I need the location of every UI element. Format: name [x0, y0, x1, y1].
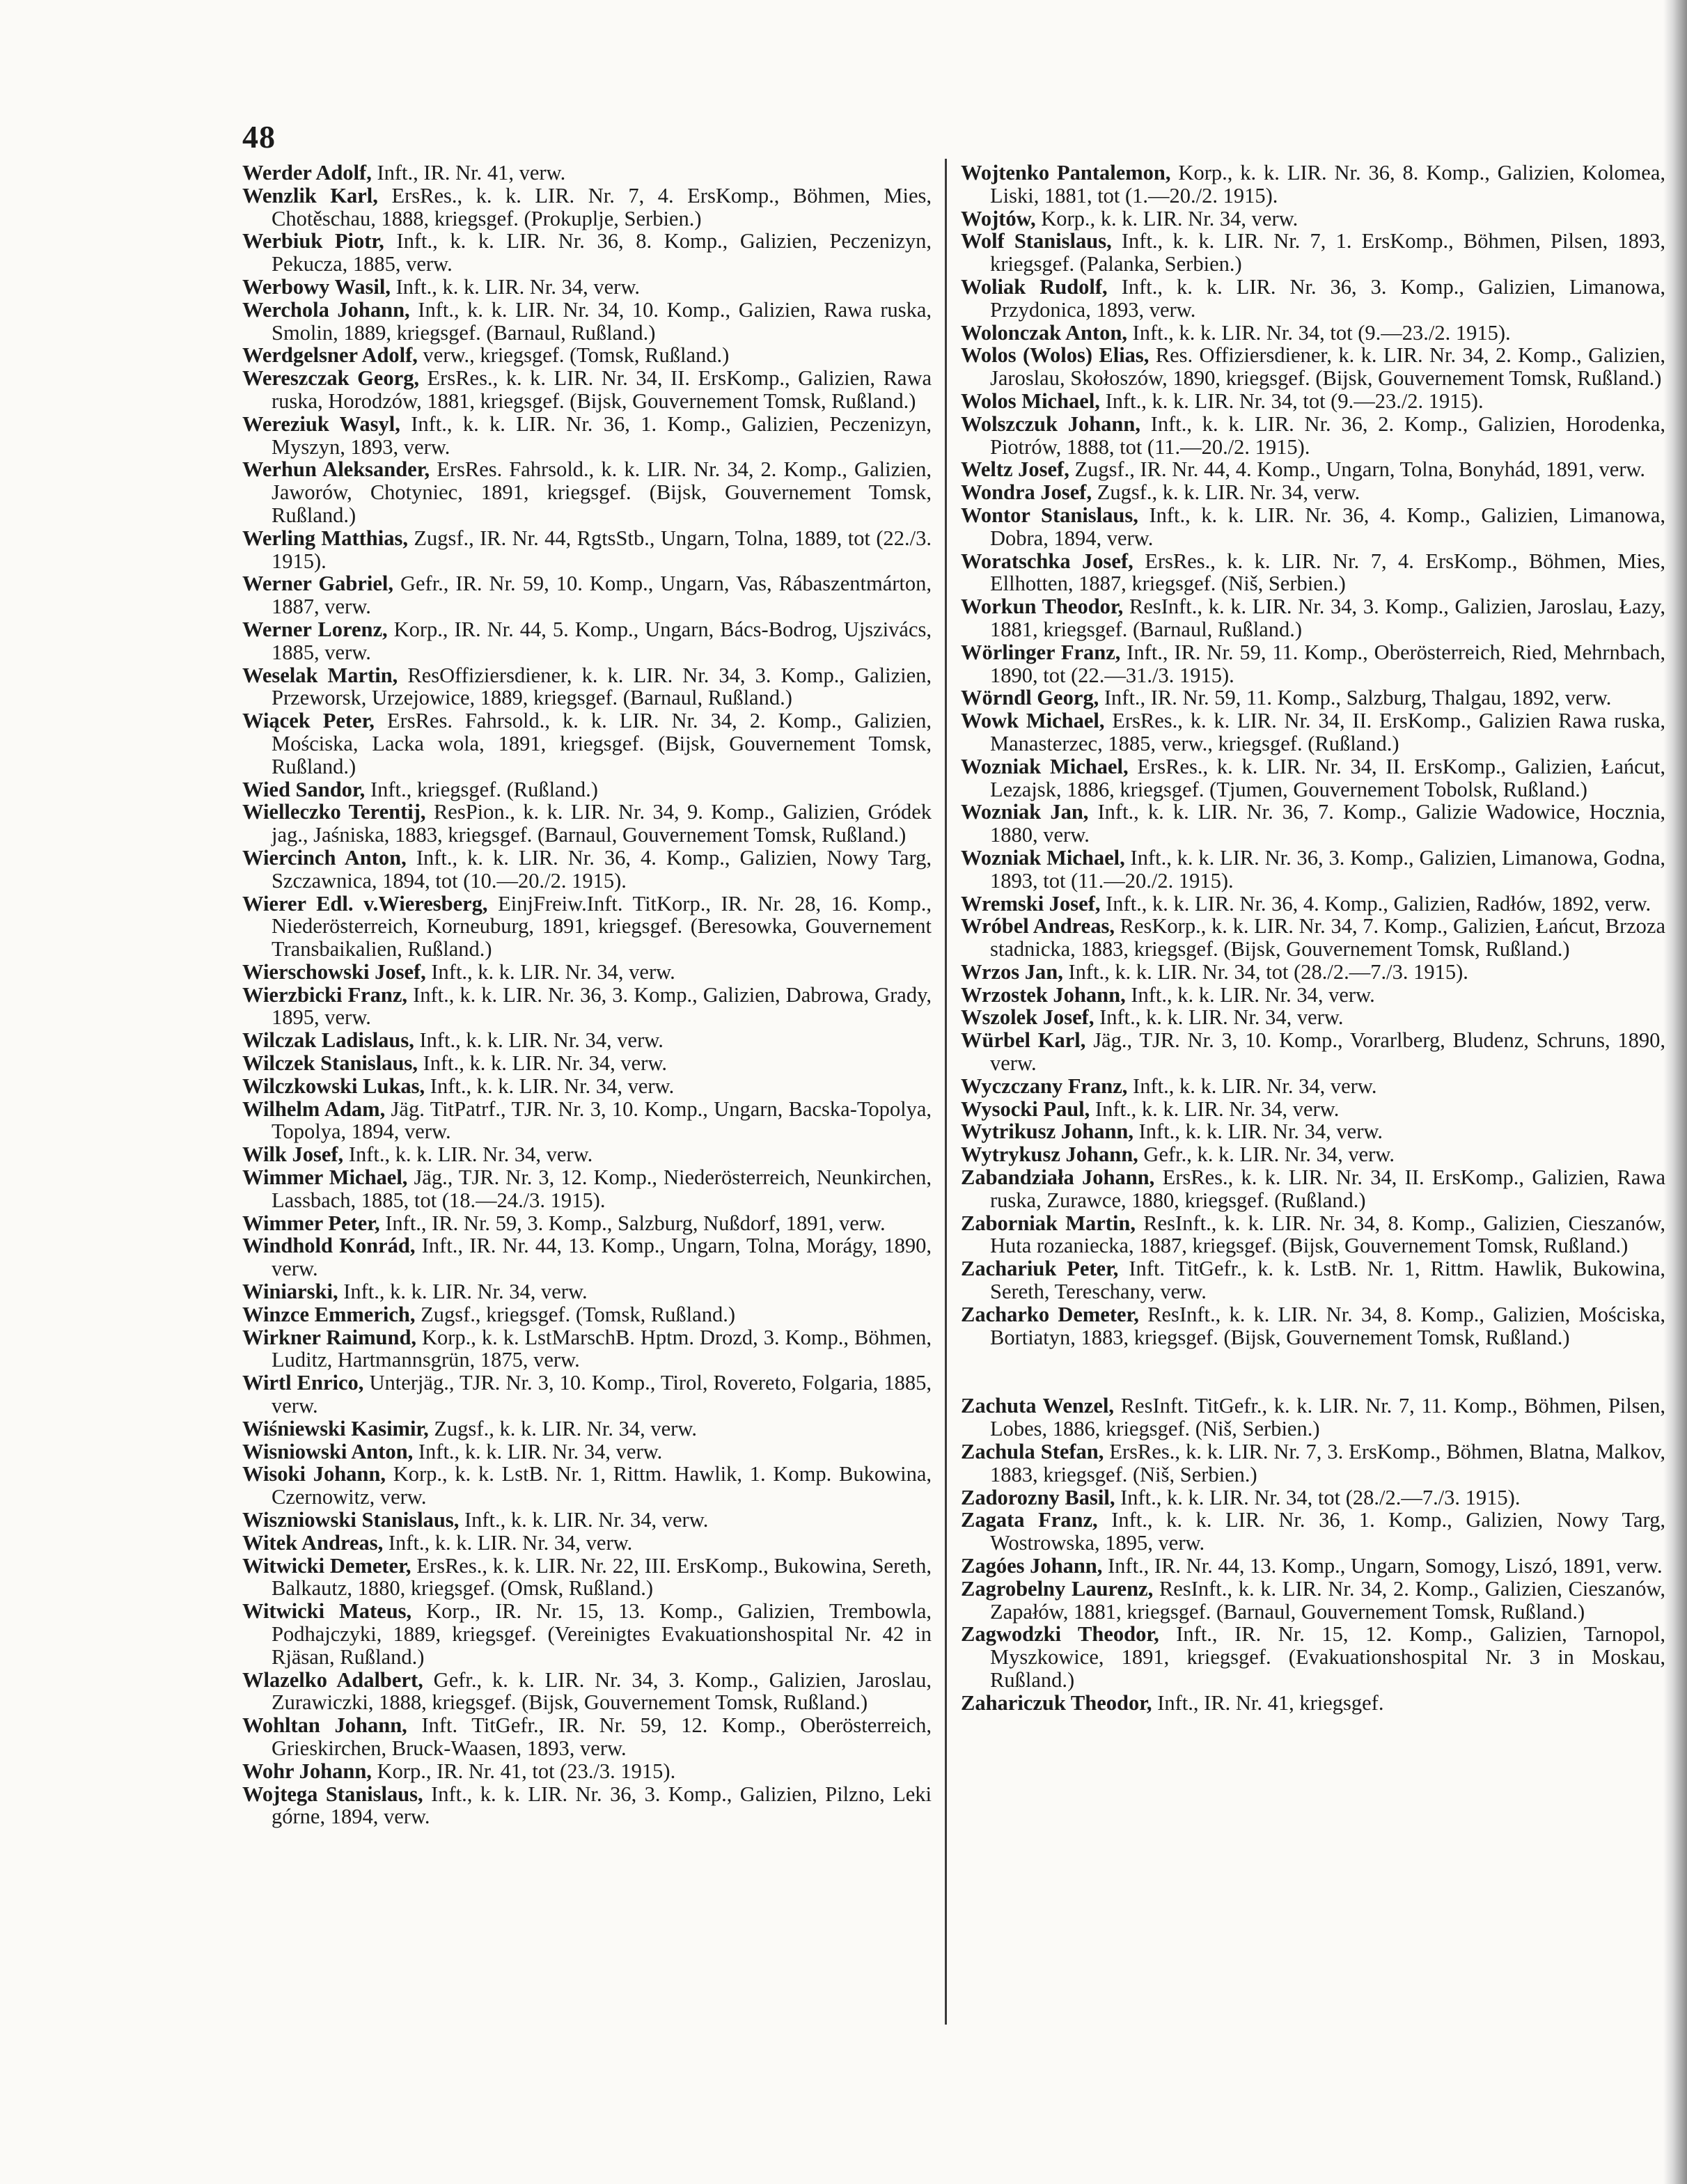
list-entry	[961, 915, 1665, 961]
list-entry	[242, 1600, 932, 1668]
list-entry	[961, 481, 1665, 504]
list-entry	[242, 961, 932, 984]
entry-details: Inft., k. k. LIR. Nr. 34, tot (9.—23./2. 1915).	[1105, 388, 1484, 413]
entry-name: Zachuta Wenzel,	[961, 1394, 1115, 1418]
entry-details: Inft., k. k. LIR. Nr. 36, 3. Komp., Galizien, Limanowa, Przydonica, 1893, verw.	[990, 274, 1666, 322]
entry-name: Zagwodzki Theodor,	[961, 1622, 1159, 1647]
entry-details: Zugsf., k. k. LIR. Nr. 34, verw.	[434, 1416, 697, 1440]
list-entry	[242, 1212, 932, 1235]
entry-details: Inft., k. k. LIR. Nr. 34, verw.	[395, 274, 641, 299]
page-edge-shadow	[1663, 0, 1687, 2184]
entry-details: Inft., k. k. LIR. Nr. 7, 1. ErsKomp., Böhmen, Pilsen, 1893, kriegsgef. (Palanka, Serbien.)	[990, 229, 1666, 276]
list-entry	[242, 1417, 932, 1440]
entry-name: Wimmer Michael,	[242, 1165, 408, 1190]
list-entry	[242, 1783, 932, 1829]
entry-name: Wróbel Andreas,	[961, 914, 1115, 938]
entry-details: Inft., IR. Nr. 44, 13. Komp., Ungarn, Tolna, Morágy, 1890, verw.	[272, 1234, 932, 1281]
entry-name: Wozniak Michael,	[961, 754, 1129, 778]
list-entry	[242, 709, 932, 778]
entry-details: Zugsf., kriegsgef. (Tomsk, Rußland.)	[421, 1302, 735, 1326]
entry-name: Wiercinch Anton,	[242, 845, 407, 870]
entry-details: ErsRes., k. k. LIR. Nr. 7, 3. ErsKomp., Böhmen, Blatna, Malkov, 1883, kriegsgef. (Niš, Serbien.)	[990, 1440, 1665, 1486]
list-entry	[242, 1532, 932, 1555]
list-entry	[961, 413, 1665, 459]
entry-name: Wierer Edl. v.Wieresberg,	[242, 891, 488, 916]
entry-details: Inft., k. k. LIR. Nr. 36, 8. Komp., Galizien, Peczenizyn, Pekucza, 1885, verw.	[272, 229, 932, 276]
entry-details: ErsRes., k. k. LIR. Nr. 7, 4. ErsKomp., Böhmen, Mies, Ellhotten, 1887, kriegsgef. (Niš, Serbien.)	[990, 549, 1665, 596]
list-entry	[242, 1714, 932, 1760]
entry-details: Zugsf., IR. Nr. 44, RgtsStb., Ungarn, Tolna, 1889, tot (22./3. 1915).	[272, 526, 932, 573]
entry-details: ResInft., k. k. LIR. Nr. 34, 3. Komp., Galizien, Jaroslau, Łazy, 1881, kriegsgef. (Barnaul, Rußland.)	[990, 595, 1666, 641]
list-entry	[242, 893, 932, 961]
entry-name: Wierschowski Josef,	[242, 959, 426, 984]
entry-details: ResOffiziersdiener, k. k. LIR. Nr. 34, 3. Komp., Galizien, Przeworsk, Urzejowice, 1889, kriegsgef. (Barnaul, Rußland.)	[272, 663, 932, 710]
list-entry	[961, 755, 1665, 801]
left-column	[242, 162, 932, 1828]
entry-details: ResInft., k. k. LIR. Nr. 34, 8. Komp., Galizien, Cieszanów, Huta rozaniecka, 1887, kriegsgef. (Bijsk, Gouvernement Tomsk, Rußland.)	[990, 1211, 1666, 1258]
list-entry	[242, 1669, 932, 1715]
list-entry	[961, 1120, 1665, 1143]
list-entry	[961, 1509, 1665, 1555]
entry-name: Wilczek Stanislaus,	[242, 1051, 418, 1076]
entry-details: ErsRes., k. k. LIR. Nr. 34, II. ErsKomp., Galizien, Rawa ruska, Horodzów, 1881, kriegsgef. (Bijsk, Gouvernement Tomsk, Rußland.)	[272, 366, 932, 413]
page-number: 48	[242, 119, 276, 155]
entry-details: ErsRes., k. k. LIR. Nr. 7, 4. ErsKomp., Böhmen, Mies, Chotěschau, 1888, kriegsgef. (Prokuplje, Serbien.)	[272, 183, 932, 230]
entry-name: Würbel Karl,	[961, 1028, 1086, 1053]
entry-name: Winiarski,	[242, 1280, 338, 1304]
entry-name: Wozniak Jan,	[961, 800, 1089, 824]
entry-name: Wilk Josef,	[242, 1142, 344, 1167]
list-entry	[961, 1257, 1665, 1303]
entry-name: Workun Theodor,	[961, 595, 1124, 619]
list-entry	[961, 1143, 1665, 1166]
entry-name: Woliak Rudolf,	[961, 274, 1108, 299]
list-entry	[242, 276, 932, 299]
entry-name: Wereziuk Wasyl,	[242, 411, 400, 436]
entry-name: Werner Lorenz,	[242, 617, 388, 641]
entry-details: Inft., k. k. LIR. Nr. 36, 1. Komp., Galizien, Nowy Targ, Wostrowska, 1895, verw.	[990, 1508, 1666, 1555]
list-entry	[961, 1098, 1665, 1121]
entry-name: Wlazelko Adalbert,	[242, 1667, 423, 1692]
list-entry	[242, 847, 932, 893]
entry-details: Inft., k. k. LIR. Nr. 34, verw.	[431, 959, 675, 984]
list-entry	[242, 1166, 932, 1212]
entry-details: Korp., k. k. LstB. Nr. 1, Rittm. Hawlik, 1. Komp. Bukowina, Czernowitz, verw.	[272, 1462, 932, 1509]
entry-name: Zachula Stefan,	[961, 1440, 1104, 1464]
entry-details: Inft., k. k. LIR. Nr. 34, verw.	[423, 1051, 667, 1076]
list-entry	[961, 230, 1665, 276]
list-entry	[961, 641, 1665, 687]
entry-details: Korp., k. k. LstMarschB. Hptm. Drozd, 3. Komp., Böhmen, Luditz, Hartmannsgrün, 1875, verw.	[272, 1325, 932, 1372]
entry-details: Inft., IR. Nr. 44, 13. Komp., Ungarn, Somogy, Liszó, 1891, verw.	[1108, 1554, 1663, 1578]
entry-name: Zahariczuk Theodor,	[961, 1690, 1152, 1715]
list-entry	[961, 1692, 1665, 1715]
entry-details: Inft., k. k. LIR. Nr. 34, verw.	[464, 1508, 709, 1532]
column-divider	[945, 159, 947, 2025]
list-entry	[961, 1486, 1665, 1509]
entry-name: Witwicki Demeter,	[242, 1553, 411, 1578]
list-entry	[961, 344, 1665, 390]
list-entry	[961, 1029, 1665, 1075]
list-entry	[242, 344, 932, 367]
entry-name: Wilczak Ladislaus,	[242, 1028, 414, 1053]
entry-name: Werdgelsner Adolf,	[242, 343, 418, 368]
entry-name: Wolszczuk Johann,	[961, 411, 1140, 436]
list-entry	[242, 527, 932, 573]
entry-details: Inft., k. k. LIR. Nr. 36, 1. Komp., Galizien, Peczenizyn, Myszyn, 1893, verw.	[272, 411, 932, 459]
entry-details: Inft., k. k. LIR. Nr. 36, 3. Komp., Galizien, Limanowa, Godna, 1893, tot (11.—20./2. 1915).	[990, 845, 1665, 893]
entry-name: Weselak Martin,	[242, 663, 398, 687]
entry-details: Korp., IR. Nr. 44, 5. Komp., Ungarn, Bács-Bodrog, Ujszivács, 1885, verw.	[272, 617, 932, 664]
list-entry	[961, 207, 1665, 230]
list-entry	[242, 1509, 932, 1532]
entry-name: Wohltan Johann,	[242, 1713, 407, 1738]
list-entry	[242, 1029, 932, 1052]
entry-details: Inft., k. k. LIR. Nr. 36, 4. Komp., Galizien, Radłów, 1892, verw.	[1106, 891, 1651, 916]
list-entry	[242, 1280, 932, 1303]
entry-details: ErsRes., k. k. LIR. Nr. 34, II. ErsKomp., Galizien, Rawa ruska, Zurawce, 1880, kriegsgef. (Rußland.)	[990, 1165, 1666, 1212]
entry-name: Wysocki Paul,	[961, 1097, 1090, 1121]
entry-details: verw., kriegsgef. (Tomsk, Rußland.)	[423, 343, 730, 368]
list-entry	[961, 1166, 1665, 1212]
list-entry	[961, 504, 1665, 550]
entry-name: Wolonczak Anton,	[961, 320, 1127, 345]
entry-details: Inft., k. k. LIR. Nr. 34, verw.	[388, 1530, 633, 1555]
entry-name: Werbiuk Piotr,	[242, 229, 384, 253]
list-entry	[961, 322, 1665, 345]
list-entry	[242, 1326, 932, 1372]
entry-details: Inft., IR. Nr. 59, 11. Komp., Oberösterreich, Ried, Mehrnbach, 1890, tot (22.—31./3. 1915).	[990, 640, 1665, 687]
entry-name: Zacharko Demeter,	[961, 1302, 1139, 1326]
entry-name: Werbowy Wasil,	[242, 274, 391, 299]
entry-details: ResInft., k. k. LIR. Nr. 34, 2. Komp., Galizien, Cieszanów, Zapałów, 1881, kriegsgef. (Barnaul, Gouvernement Tomsk, Rußland.)	[990, 1576, 1666, 1624]
list-entry	[242, 184, 932, 230]
list-entry	[242, 299, 932, 345]
entry-name: Werling Matthias,	[242, 526, 408, 550]
list-entry	[242, 367, 932, 413]
entry-details: Inft., k. k. LIR. Nr. 34, verw.	[1138, 1120, 1383, 1144]
entry-name: Wytrikusz Johann,	[961, 1120, 1134, 1144]
entry-name: Wörndl Georg,	[961, 686, 1099, 710]
list-entry	[242, 1052, 932, 1075]
entry-name: Zagóes Johann,	[961, 1554, 1103, 1578]
list-entry	[242, 230, 932, 276]
entry-details: Inft., k. k. LIR. Nr. 34, verw.	[343, 1280, 588, 1304]
entry-name: Witek Andreas,	[242, 1530, 384, 1555]
entry-name: Wohr Johann,	[242, 1759, 372, 1783]
list-entry	[242, 778, 932, 801]
list-entry	[961, 984, 1665, 1007]
entry-details: Inft., k. k. LIR. Nr. 36, 2. Komp., Galizien, Horodenka, Piotrów, 1888, tot (11.—20./2. 1915).	[990, 411, 1665, 459]
list-entry	[961, 847, 1665, 893]
entry-name: Wimmer Peter,	[242, 1211, 380, 1235]
entry-name: Windhold Konrád,	[242, 1234, 416, 1258]
entry-name: Wojtów,	[961, 206, 1036, 230]
entry-details: ResPion., k. k. LIR. Nr. 34, 9. Komp., Galizien, Gródek jag., Jaśniska, 1883, kriegsgef. (Barnaul, Gouvernement Tomsk, Rußland.)	[272, 800, 932, 847]
entry-name: Zabandziała Johann,	[961, 1165, 1155, 1190]
list-entry	[242, 1098, 932, 1144]
entry-name: Wilczkowski Lukas,	[242, 1074, 425, 1098]
entry-name: Zagata Franz,	[961, 1508, 1098, 1532]
entry-name: Zaborniak Martin,	[961, 1211, 1136, 1235]
entry-details: Inft., IR. Nr. 41, verw.	[377, 161, 566, 184]
entry-details: Inft., k. k. LIR. Nr. 34, verw.	[418, 1439, 663, 1463]
entry-details: Inft., k. k. LIR. Nr. 36, 3. Komp., Galizien, Dabrowa, Grady, 1895, verw.	[272, 982, 932, 1030]
entry-name: Wilhelm Adam,	[242, 1097, 386, 1121]
list-entry	[961, 390, 1665, 413]
entry-name: Woratschka Josef,	[961, 549, 1133, 573]
entry-name: Wielleczko Terentij,	[242, 800, 426, 824]
entry-name: Wörlinger Franz,	[961, 640, 1121, 664]
entry-name: Wojtenko Pantalemon,	[961, 161, 1171, 184]
entry-name: Zagrobelny Laurenz,	[961, 1576, 1154, 1601]
list-entry	[961, 1212, 1665, 1258]
list-entry	[961, 961, 1665, 984]
entry-details: Jäg. TitPatrf., TJR. Nr. 3, 10. Komp., Ungarn, Bacska-Topolya, Topolya, 1894, verw.	[272, 1097, 932, 1144]
entry-details: Inft., k. k. LIR. Nr. 34, tot (28./2.—7./3. 1915).	[1120, 1485, 1521, 1509]
entry-name: Wiszniowski Stanislaus,	[242, 1508, 460, 1532]
entry-details: ErsRes. Fahrsold., k. k. LIR. Nr. 34, 2. Komp., Galizien, Jaworów, Chotyniec, 1891, kriegsgef. (Bijsk, Gouvernement Tomsk, Rußland.)	[272, 457, 932, 527]
entry-name: Wirkner Raimund,	[242, 1325, 417, 1349]
entry-name: Wremski Josef,	[961, 891, 1101, 916]
entry-details: Inft., k. k. LIR. Nr. 34, verw.	[1131, 982, 1375, 1007]
entry-name: Wied Sandor,	[242, 777, 366, 801]
entry-details: Inft., k. k. LIR. Nr. 34, verw.	[348, 1142, 593, 1167]
entry-details: Res. Offiziersdiener, k. k. LIR. Nr. 34, 2. Komp., Galizien, Jaroslau, Skołoszów, 1890, kriegsgef. (Bijsk, Gouvernement Tomsk, Rußland.)	[990, 343, 1666, 391]
entry-details: Inft., IR. Nr. 15, 12. Komp., Galizien, Tarnopol, Myszkowice, 1891, kriegsgef. (Evakuationshospital Nr. 3 in Moskau, Rußland.)	[990, 1622, 1665, 1692]
entry-details: Inft., k. k. LIR. Nr. 34, tot (9.—23./2. 1915).	[1132, 320, 1511, 345]
entry-details: Inft., k. k. LIR. Nr. 36, 3. Komp., Galizien, Pilzno, Leki górne, 1894, verw.	[272, 1782, 932, 1829]
entry-name: Zachariuk Peter,	[961, 1257, 1119, 1281]
section-gap	[961, 1349, 1665, 1395]
entry-details: ErsRes. Fahrsold., k. k. LIR. Nr. 34, 2. Komp., Galizien, Mościska, Lacka wola, 1891, kriegsgef. (Bijsk, Gouvernement Tomsk, Rußland.)	[272, 709, 932, 778]
entry-name: Werchola Johann,	[242, 297, 410, 322]
list-entry	[242, 984, 932, 1030]
entry-name: Wrzostek Johann,	[961, 982, 1126, 1007]
entry-details: Inft., IR. Nr. 41, kriegsgef.	[1157, 1690, 1384, 1715]
entry-details: ResKorp., k. k. LIR. Nr. 34, 7. Komp., Galizien, Łańcut, Brzoza stadnicka, 1883, kriegsgef. (Bijsk, Gouvernement Tomsk, Rußland.)	[990, 914, 1666, 961]
entry-details: Inft., k. k. LIR. Nr. 34, verw.	[419, 1028, 664, 1053]
list-entry	[961, 1075, 1665, 1098]
entry-name: Wolos Michael,	[961, 388, 1100, 413]
list-entry	[961, 709, 1665, 755]
entry-name: Wenzlik Karl,	[242, 183, 378, 207]
entry-details: Korp., k. k. LIR. Nr. 36, 8. Komp., Galizien, Kolomea, Liski, 1881, tot (1.—20./2. 1915).	[990, 161, 1665, 207]
entry-details: ErsRes., k. k. LIR. Nr. 22, III. ErsKomp., Bukowina, Sereth, Balkautz, 1880, kriegsgef. (Omsk, Rußland.)	[272, 1553, 932, 1601]
entry-details: Zugsf., IR. Nr. 44, 4. Komp., Ungarn, Tolna, Bonyhád, 1891, verw.	[1074, 457, 1646, 482]
list-entry	[242, 618, 932, 664]
list-entry	[961, 686, 1665, 709]
entry-details: Inft., k. k. LIR. Nr. 34, tot (28./2.—7./3. 1915).	[1068, 959, 1468, 984]
entry-details: Gefr., IR. Nr. 59, 10. Komp., Ungarn, Vas, Rábaszentmárton, 1887, verw.	[272, 572, 932, 619]
entry-details: Korp., IR. Nr. 41, tot (23./3. 1915).	[377, 1759, 676, 1783]
list-entry	[242, 162, 932, 184]
list-entry	[242, 1440, 932, 1463]
entry-name: Wirtl Enrico,	[242, 1371, 364, 1395]
entry-name: Werner Gabriel,	[242, 572, 393, 596]
entry-details: ResInft. TitGefr., k. k. LIR. Nr. 7, 11. Komp., Böhmen, Pilsen, Lobes, 1886, kriegsgef. (Niš, Serbien.)	[990, 1394, 1666, 1441]
entry-details: Gefr., k. k. LIR. Nr. 34, 3. Komp., Galizien, Jaroslau, Zurawiczki, 1888, kriegsgef. (Bijsk, Gouvernement Tomsk, Rußland.)	[272, 1667, 932, 1715]
entry-name: Wowk Michael,	[961, 709, 1105, 733]
list-entry	[961, 1555, 1665, 1578]
entry-name: Wolos (Wolos) Elias,	[961, 343, 1149, 368]
list-entry	[242, 1555, 932, 1601]
entry-details: Inft., k. k. LIR. Nr. 34, verw.	[1133, 1074, 1377, 1098]
entry-name: Wrzos Jan,	[961, 959, 1063, 984]
entry-details: ResInft., k. k. LIR. Nr. 34, 8. Komp., Galizien, Mościska, Bortiatyn, 1883, kriegsgef. (Bijsk, Gouvernement Tomsk, Rußland.)	[990, 1302, 1665, 1349]
list-entry	[961, 550, 1665, 596]
entry-name: Werhun Aleksander,	[242, 457, 430, 482]
entry-details: Jäg., TJR. Nr. 3, 10. Komp., Vorarlberg, Bludenz, Schruns, 1890, verw.	[990, 1028, 1665, 1076]
entry-name: Wszolek Josef,	[961, 1005, 1094, 1030]
entry-name: Wereszczak Georg,	[242, 366, 420, 391]
right-column	[961, 162, 1665, 1715]
list-entry	[242, 664, 932, 710]
list-entry	[242, 1143, 932, 1166]
entry-name: Wiącek Peter,	[242, 709, 375, 733]
entry-details: Inft., k. k. LIR. Nr. 36, 4. Komp., Galizien, Nowy Targ, Szczawnica, 1894, tot (10.—20./2. 1915).	[272, 845, 932, 893]
entry-details: Inft., k. k. LIR. Nr. 34, 10. Komp., Galizien, Rawa ruska, Smolin, 1889, kriegsgef. (Barnaul, Rußland.)	[272, 297, 932, 345]
entry-name: Winzce Emmerich,	[242, 1302, 416, 1326]
entry-details: Inft., k. k. LIR. Nr. 34, verw.	[430, 1074, 675, 1098]
list-entry	[961, 1006, 1665, 1029]
list-entry	[961, 893, 1665, 916]
list-entry	[242, 1234, 932, 1280]
entry-name: Werder Adolf,	[242, 161, 372, 184]
entry-details: ErsRes., k. k. LIR. Nr. 34, II. ErsKomp., Galizien, Łańcut, Lezajsk, 1886, kriegsgef. (Tjumen, Gouvernement Tobolsk, Rußland.)	[990, 754, 1666, 801]
entry-details: Inft., kriegsgef. (Rußland.)	[370, 777, 598, 801]
entry-details: EinjFreiw.Inft. TitKorp., IR. Nr. 28, 16. Komp., Niederösterreich, Korneuburg, 1891, kriegsgef. (Beresowka, Gouvernement Transbaikalien, Rußland.)	[272, 891, 932, 961]
list-entry	[961, 1440, 1665, 1486]
entry-name: Wiśniewski Kasimir,	[242, 1416, 429, 1440]
entry-details: Inft., IR. Nr. 59, 11. Komp., Salzburg, Thalgau, 1892, verw.	[1104, 686, 1612, 710]
entry-name: Wojtega Stanislaus,	[242, 1782, 423, 1806]
list-entry	[242, 1075, 932, 1098]
entry-name: Wytrykusz Johann,	[961, 1142, 1138, 1167]
entry-name: Wozniak Michael,	[961, 845, 1125, 870]
list-entry	[242, 1760, 932, 1783]
list-entry	[961, 1303, 1665, 1349]
entry-name: Wisoki Johann,	[242, 1462, 386, 1486]
entry-details: Inft. TitGefr., IR. Nr. 59, 12. Komp., Oberösterreich, Grieskirchen, Bruck-Waasen, 1893, verw.	[272, 1713, 932, 1760]
entry-name: Wontor Stanislaus,	[961, 503, 1138, 527]
entry-name: Zadorozny Basil,	[961, 1485, 1115, 1509]
list-entry	[242, 413, 932, 459]
list-entry	[242, 572, 932, 618]
list-entry	[242, 1463, 932, 1509]
entry-details: Inft., k. k. LIR. Nr. 34, verw.	[1099, 1005, 1344, 1030]
entry-details: Inft., k. k. LIR. Nr. 36, 4. Komp., Galizien, Limanowa, Dobra, 1894, verw.	[990, 503, 1665, 550]
entry-name: Wolf Stanislaus,	[961, 229, 1112, 253]
entry-details: Inft., IR. Nr. 59, 3. Komp., Salzburg, Nußdorf, 1891, verw.	[385, 1211, 886, 1235]
entry-name: Witwicki Mateus,	[242, 1599, 412, 1624]
entry-name: Wierzbicki Franz,	[242, 982, 408, 1007]
list-entry	[242, 458, 932, 526]
list-entry	[242, 801, 932, 847]
list-entry	[961, 801, 1665, 847]
list-entry	[961, 1578, 1665, 1624]
list-entry	[961, 276, 1665, 322]
entry-details: Jäg., TJR. Nr. 3, 12. Komp., Niederösterreich, Neunkirchen, Lassbach, 1885, tot (18.—24./3. 1915).	[272, 1165, 932, 1212]
entry-details: ErsRes., k. k. LIR. Nr. 34, II. ErsKomp., Galizien Rawa ruska, Manasterzec, 1885, verw., kriegsgef. (Rußland.)	[990, 709, 1665, 755]
list-entry	[242, 1372, 932, 1417]
entry-details: Zugsf., k. k. LIR. Nr. 34, verw.	[1097, 480, 1360, 505]
entry-details: Unterjäg., TJR. Nr. 3, 10. Komp., Tirol, Rovereto, Folgaria, 1885, verw.	[272, 1371, 932, 1418]
entry-name: Wyczczany Franz,	[961, 1074, 1128, 1098]
entry-name: Weltz Josef,	[961, 457, 1069, 482]
list-entry	[961, 595, 1665, 641]
entry-details: Gefr., k. k. LIR. Nr. 34, verw.	[1143, 1142, 1395, 1167]
entry-details: Inft., k. k. LIR. Nr. 34, verw.	[1094, 1097, 1340, 1121]
entry-details: Korp., k. k. LIR. Nr. 34, verw.	[1041, 206, 1298, 230]
list-entry	[961, 162, 1665, 207]
entry-details: Korp., IR. Nr. 15, 13. Komp., Galizien, Trembowla, Podhajczyki, 1889, kriegsgef. (Vereinigtes Evakuationshospital Nr. 42 in Rjäsan, Rußland.)	[272, 1599, 932, 1669]
list-entry	[961, 1623, 1665, 1691]
entry-details: Inft., k. k. LIR. Nr. 36, 7. Komp., Galizie Wadowice, Hocznia, 1880, verw.	[990, 800, 1666, 847]
entry-name: Wondra Josef,	[961, 480, 1092, 505]
entry-details: Inft. TitGefr., k. k. LstB. Nr. 1, Rittm. Hawlik, Bukowina, Sereth, Tereschany, verw.	[990, 1257, 1665, 1304]
list-entry	[961, 1395, 1665, 1440]
entry-name: Wisniowski Anton,	[242, 1439, 414, 1463]
list-entry	[961, 458, 1665, 481]
list-entry	[242, 1303, 932, 1326]
